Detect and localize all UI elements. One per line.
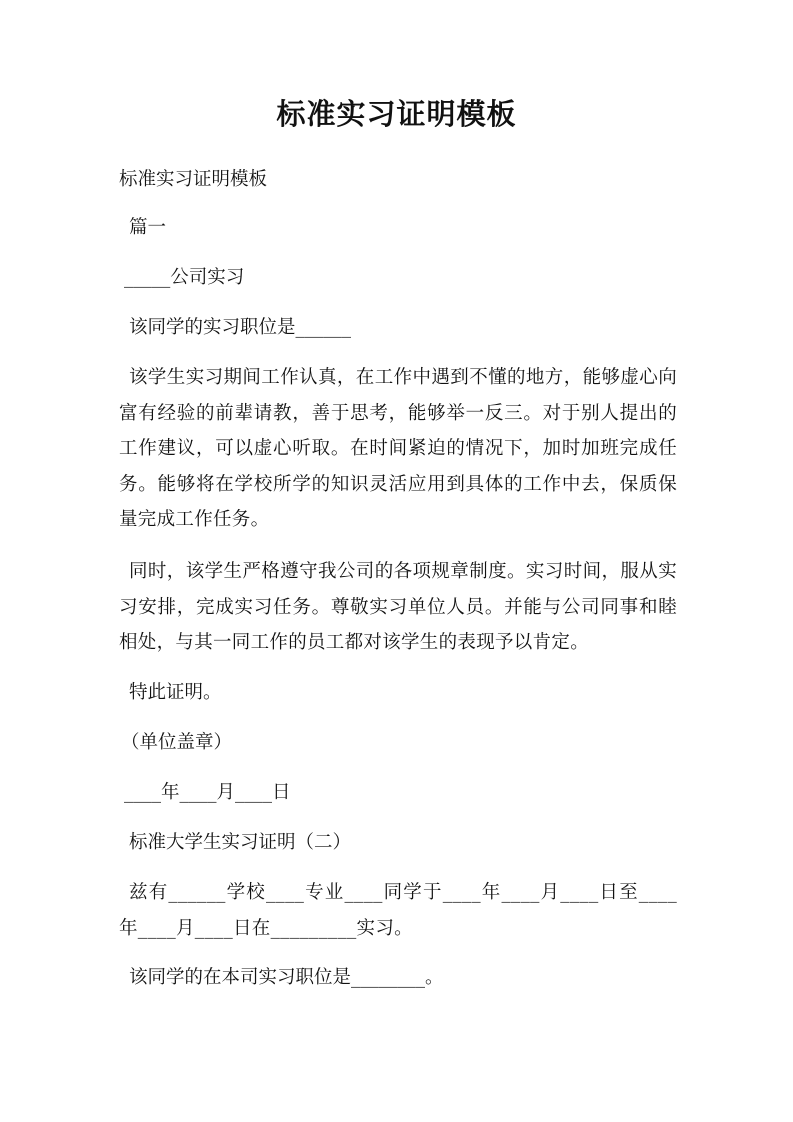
date-line: ____年____月____日 [124,782,291,803]
paragraph-2: 同时，该学生严格遵守我公司的各项规章制度。实习时间，服从实习安排，完成实习任务。尊敬实习单位人员。并能与公司同事和睦相处，与其一同工作的员工都对该学生的表现予以肯定。 [119,561,677,653]
subtitle: 标准实习证明模板 [119,169,268,190]
position-line-2: 该同学的在本司实习职位是________。 [129,967,444,988]
paragraph-3: 兹有______学校____专业____同学于____年____月____日至____年____月____日在_________实习。 [119,882,677,939]
position-line: 该同学的实习职位是______ [129,317,352,338]
section-heading-2: 标准大学生实习证明（二） [129,832,352,853]
certify-text: 特此证明。 [129,682,222,703]
document-title: 标准实习证明模板 [276,97,517,131]
company-line: _____公司实习 [124,267,245,288]
paragraph-1: 该学生实习期间工作认真，在工作中遇到不懂的地方，能够虚心向富有经验的前辈请教，善于思考，能够举一反三。对于别人提出的工作建议，可以虚心听取。在时间紧迫的情况下，加时加班完成任务。能够将在学校所学的知识灵活应用到具体的工作中去，保质保量完成工作任务。 [119,367,677,530]
section-heading-1: 篇一 [129,217,167,238]
stamp-text: （单位盖章） [121,732,233,753]
